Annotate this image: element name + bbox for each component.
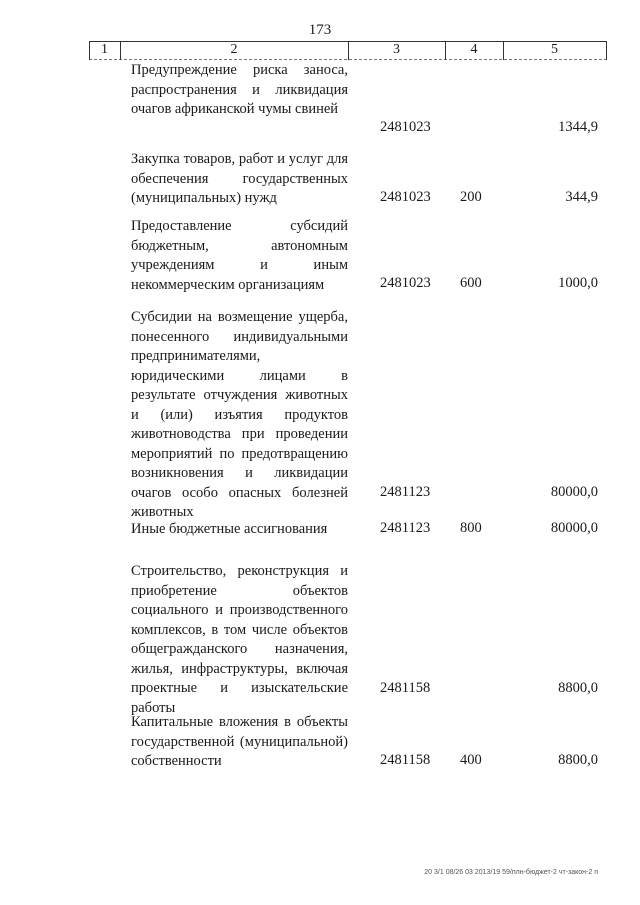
row-code: 2481023 <box>380 189 431 205</box>
row-name: Предупреждение риска заноса, распространения и ликвидация очагов африканской чумы свиней <box>131 62 348 117</box>
row-amount: 80000,0 <box>550 484 598 500</box>
row-amount: 8800,0 <box>558 752 598 768</box>
page-number: 173 <box>308 22 332 38</box>
row-name: Закупка товаров, работ и услуг для обеспечения государственных (муниципальных) нужд <box>131 151 348 206</box>
row-amount: 80000,0 <box>550 520 598 536</box>
row-name: Капитальные вложения в объекты государственной (муниципальной) собственности <box>131 714 348 769</box>
row-code: 2481023 <box>380 119 431 135</box>
row-amount: 8800,0 <box>558 680 598 696</box>
footer-filename: 20 3/1 08/26 03 2013/19 59/плн-бюджет-2 чт-закон-2 п <box>424 869 598 876</box>
row-name: Субсидии на возмещение ущерба, понесенного индивидуальными предпринимателями, юридическими лицами в результате отчуждения животных и (или) изъятия продуктов животноводства при проведении мероприятий по предотвращению возникновения и ликвидации очагов особо опасных болезней животных <box>131 309 348 520</box>
row-code: 2481123 <box>380 520 431 536</box>
header-col-3: 3 <box>393 42 400 57</box>
row-code: 2481158 <box>380 680 431 696</box>
header-col-2: 2 <box>230 42 238 57</box>
row-type: 200 <box>460 189 482 205</box>
row-code: 2481158 <box>380 752 431 768</box>
row-name: Предоставление субсидий бюджетным, автономным учреждениям и иным некоммерческим организациям <box>131 218 348 293</box>
row-code: 2481123 <box>380 484 431 500</box>
header-col-5: 5 <box>551 42 558 57</box>
row-type: 600 <box>460 275 482 291</box>
row-type: 800 <box>460 520 482 536</box>
header-divider <box>606 41 607 60</box>
row-name: Строительство, реконструкция и приобретение объектов социального и производственного комплексов, в том числе объектов общегражданского назначения, жилья, инфраструктуры, включая проектные и изыскательские работы <box>131 563 348 716</box>
row-type: 400 <box>460 752 482 768</box>
row-amount: 1344,9 <box>558 119 598 135</box>
row-code: 2481023 <box>380 275 431 291</box>
header-col-1: 1 <box>101 42 108 57</box>
table-header <box>89 41 607 60</box>
header-col-4: 4 <box>470 42 478 57</box>
row-amount: 1000,0 <box>558 275 598 291</box>
row-amount: 344,9 <box>565 189 598 205</box>
row-name: Иные бюджетные ассигнования <box>131 521 328 537</box>
